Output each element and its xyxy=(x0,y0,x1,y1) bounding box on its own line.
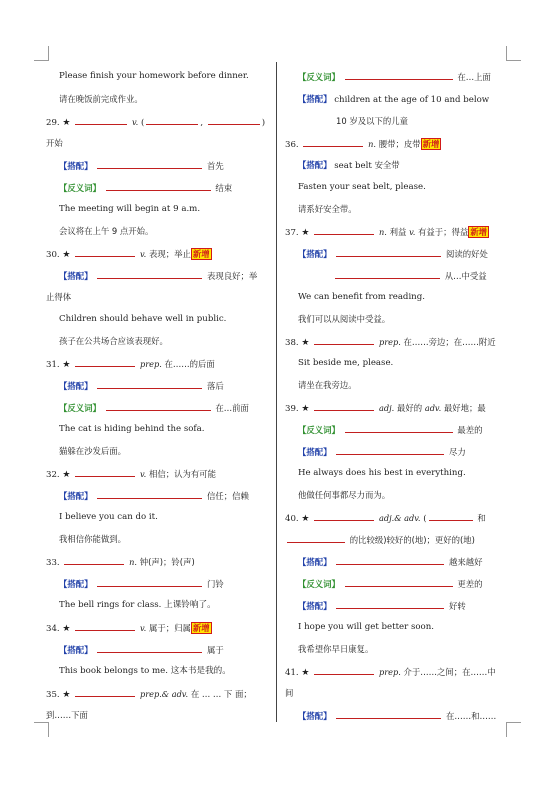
collocation-tag: 【搭配】 xyxy=(59,645,93,655)
meaning: 的比较级)较好的(地)；更好的(地) xyxy=(349,535,475,545)
answer-blank[interactable] xyxy=(97,159,202,169)
antonym-line xyxy=(59,181,232,195)
meaning: 最好的 xyxy=(396,403,423,413)
example-sentence: The meeting will begin at 9 a.m. xyxy=(59,204,201,214)
collocation-tag: 【搭配】 xyxy=(298,601,332,611)
answer-blank[interactable] xyxy=(97,577,202,587)
antonym-tag: 【反义词】 xyxy=(59,183,101,193)
entry-number: 39. xyxy=(285,404,299,414)
paren-open: ( xyxy=(423,514,427,524)
example-translation: 我们可以从阅读中受益。 xyxy=(298,314,391,324)
example-sentence: Fasten your seat belt, please. xyxy=(298,182,426,192)
meaning: 属于；归属 xyxy=(148,623,191,633)
example-translation: 孩子在公共场合应该表现好。 xyxy=(59,336,168,346)
collocation-line xyxy=(59,159,224,173)
conjunction: 和 xyxy=(477,513,486,523)
example-sentence: He always does his best in everything. xyxy=(298,468,466,478)
collocation-line xyxy=(59,269,257,283)
entry-40 xyxy=(285,511,486,525)
entry-41-meaning-wrap: 间 xyxy=(285,688,294,698)
meaning: 钟(声)；铃(声) xyxy=(139,557,195,567)
star-icon: ★ xyxy=(62,360,71,370)
part-of-speech: prep. xyxy=(139,359,162,369)
answer-blank[interactable] xyxy=(314,511,374,521)
collocation-line xyxy=(59,489,249,503)
antonym-meaning: 结束 xyxy=(215,183,233,193)
answer-blank[interactable] xyxy=(75,357,135,367)
new-badge: 新增 xyxy=(470,227,488,237)
collocation-meaning: 阅读的好处 xyxy=(445,249,488,259)
part-of-speech: prep.& adv. xyxy=(139,689,189,699)
collocation-line xyxy=(298,93,489,106)
answer-blank[interactable] xyxy=(336,555,444,565)
collocation-tag: 【搭配】 xyxy=(298,160,332,170)
entry-number: 33. xyxy=(46,558,60,568)
answer-blank[interactable] xyxy=(335,269,440,279)
example-sentence: This book belongs to me. 这本书是我的。 xyxy=(59,666,231,676)
part-of-speech: prep. xyxy=(378,337,401,347)
entry-number: 29. xyxy=(46,118,60,128)
collocation-tag: 【搭配】 xyxy=(298,249,332,259)
answer-blank[interactable] xyxy=(303,137,363,147)
star-icon: ★ xyxy=(301,404,310,414)
star-icon: ★ xyxy=(301,668,310,678)
part-of-speech: prep. xyxy=(378,667,401,677)
answer-blank[interactable] xyxy=(314,665,374,675)
collocation-tag: 【搭配】 xyxy=(59,491,93,501)
collocation-meaning: 10 岁及以下的儿童 xyxy=(336,116,408,126)
entry-39 xyxy=(285,401,486,415)
answer-blank[interactable] xyxy=(75,115,127,125)
crop-mark-bottom-left xyxy=(34,722,49,737)
example-translation: 会议将在上午 9 点开始。 xyxy=(59,226,154,236)
part-of-speech: n. xyxy=(368,139,377,149)
entry-41 xyxy=(285,665,496,679)
example-sentence: Sit beside me, please. xyxy=(298,358,394,368)
meaning: 利益 xyxy=(389,227,407,237)
answer-blank[interactable] xyxy=(336,445,444,455)
antonym-line xyxy=(59,401,249,415)
answer-blank[interactable] xyxy=(345,577,453,587)
entry-number: 40. xyxy=(285,514,299,524)
answer-blank[interactable] xyxy=(429,511,473,521)
answer-blank[interactable] xyxy=(146,115,198,125)
antonym-meaning: 在…上面 xyxy=(457,72,491,82)
collocation-meaning: 尽力 xyxy=(448,447,466,457)
part-of-speech: v. xyxy=(409,227,416,237)
collocation-tag: 【搭配】 xyxy=(298,711,332,721)
crop-mark-top-right xyxy=(506,46,521,61)
star-icon: ★ xyxy=(62,690,71,700)
column-divider xyxy=(276,62,277,722)
answer-blank[interactable] xyxy=(345,423,453,433)
collocation-line xyxy=(298,599,466,613)
example-translation: 他做任何事都尽力而为。 xyxy=(298,490,391,500)
meaning: 最好地；最 xyxy=(443,403,486,413)
answer-blank[interactable] xyxy=(336,247,441,257)
collocation-line xyxy=(59,379,224,393)
example-translation: 我希望你早日康复。 xyxy=(298,644,374,654)
answer-blank[interactable] xyxy=(336,709,441,719)
answer-blank[interactable] xyxy=(64,555,124,565)
antonym-tag: 【反义词】 xyxy=(59,403,101,413)
new-badge: 新增 xyxy=(192,623,210,633)
collocation-line xyxy=(298,445,466,459)
meaning: 腰带；皮带 xyxy=(378,139,421,149)
collocation-tag: 【搭配】 xyxy=(298,557,332,567)
collocation-meaning: 在……和…… xyxy=(445,711,497,721)
part-of-speech: n. xyxy=(129,557,138,567)
crop-mark-bottom-right xyxy=(506,722,521,737)
collocation-line-2 xyxy=(333,269,487,283)
collocation-line xyxy=(59,643,224,657)
entry-33 xyxy=(46,555,195,569)
entry-40-wrap xyxy=(285,533,475,547)
example-sentence: I believe you can do it. xyxy=(59,512,158,522)
entry-number: 38. xyxy=(285,338,299,348)
collocation-text: children at the age of 10 and below xyxy=(334,95,490,105)
example-sentence: The bell rings for class. 上课铃响了。 xyxy=(59,600,216,610)
entry-number: 31. xyxy=(46,360,60,370)
example-translation: 请系好安全带。 xyxy=(298,204,357,214)
example-sentence: We can benefit from reading. xyxy=(298,292,425,302)
answer-blank[interactable] xyxy=(97,643,202,653)
collocation-line xyxy=(298,159,400,172)
answer-blank[interactable] xyxy=(314,225,374,235)
collocation-meaning: 从…中受益 xyxy=(444,271,487,281)
example-translation: 请在晚饭前完成作业。 xyxy=(59,94,143,104)
collocation-meaning: 信任；信赖 xyxy=(206,491,249,501)
meaning: 在 … … 下 面； xyxy=(190,689,252,699)
answer-blank[interactable] xyxy=(97,269,202,279)
answer-blank[interactable] xyxy=(75,687,135,697)
answer-blank[interactable] xyxy=(106,181,211,191)
answer-blank[interactable] xyxy=(75,621,135,631)
meaning: 相信；认为有可能 xyxy=(148,469,216,479)
entry-38 xyxy=(285,335,496,349)
new-badge: 新增 xyxy=(422,139,440,149)
entry-30 xyxy=(46,247,212,261)
collocation-tag: 【搭配】 xyxy=(59,381,93,391)
collocation-meaning: 安全带 xyxy=(374,160,400,170)
antonym-meaning: 在…前面 xyxy=(215,403,249,413)
answer-blank[interactable] xyxy=(97,489,202,499)
answer-blank[interactable] xyxy=(97,379,202,389)
answer-blank[interactable] xyxy=(208,115,260,125)
example-translation: 请坐在我旁边。 xyxy=(298,380,357,390)
answer-blank[interactable] xyxy=(75,467,135,477)
collocation-meaning-wrap: 止得体 xyxy=(46,292,72,302)
paren-open: ( xyxy=(140,118,145,128)
antonym-meaning: 更差的 xyxy=(457,579,483,589)
star-icon: ★ xyxy=(301,338,310,348)
entry-number: 34. xyxy=(46,624,60,634)
antonym-line xyxy=(298,70,491,84)
meaning: 在……旁边；在……附近 xyxy=(403,337,496,347)
entry-29 xyxy=(46,115,265,129)
part-of-speech: adj. xyxy=(378,403,395,413)
entry-number: 35. xyxy=(46,690,60,700)
collocation-line xyxy=(298,247,488,261)
star-icon: ★ xyxy=(62,118,71,128)
answer-blank[interactable] xyxy=(106,401,211,411)
collocation-tag: 【搭配】 xyxy=(59,579,93,589)
part-of-speech: v. xyxy=(139,249,147,259)
meaning: 有益于；得益 xyxy=(418,227,469,237)
entry-number: 37. xyxy=(285,228,299,238)
answer-blank[interactable] xyxy=(314,401,374,411)
part-of-speech: adv. xyxy=(424,403,442,413)
example-sentence: The cat is hiding behind the sofa. xyxy=(59,424,205,434)
part-of-speech: adj.& adv. xyxy=(378,513,421,523)
part-of-speech: v. xyxy=(139,623,147,633)
antonym-tag: 【反义词】 xyxy=(298,72,340,82)
entry-34 xyxy=(46,621,212,635)
collocation-meaning: 门铃 xyxy=(206,579,224,589)
collocation-meaning: 首先 xyxy=(206,161,224,171)
example-sentence: Please finish your homework before dinner. xyxy=(59,71,249,81)
part-of-speech: v. xyxy=(131,117,139,127)
collocation-line xyxy=(298,709,496,723)
answer-blank[interactable] xyxy=(345,70,453,80)
collocation-line xyxy=(298,555,482,569)
collocation-tag: 【搭配】 xyxy=(59,161,93,171)
entry-35-meaning-wrap: 到……下面 xyxy=(46,710,88,720)
new-badge: 新增 xyxy=(192,249,210,259)
collocation-meaning: 表现良好；举 xyxy=(206,271,258,281)
example-sentence: Children should behave well in public. xyxy=(59,314,227,324)
part-of-speech: v. xyxy=(139,469,147,479)
antonym-meaning: 最差的 xyxy=(457,425,483,435)
part-of-speech: n. xyxy=(378,227,387,237)
antonym-tag: 【反义词】 xyxy=(298,425,340,435)
entry-36 xyxy=(285,137,441,151)
collocation-text: seat belt xyxy=(334,161,372,171)
meaning: 表现；举止 xyxy=(148,249,191,259)
antonym-line xyxy=(298,577,482,591)
entry-number: 30. xyxy=(46,250,60,260)
entry-number: 32. xyxy=(46,470,60,480)
meaning: 介于……之间；在……中 xyxy=(403,667,496,677)
example-translation: 我相信你能做到。 xyxy=(59,534,126,544)
collocation-meaning: 属于 xyxy=(206,645,224,655)
entry-number: 41. xyxy=(285,668,299,678)
star-icon: ★ xyxy=(62,470,71,480)
entry-29-meaning: 开始 xyxy=(46,138,63,148)
entry-number: 36. xyxy=(285,140,299,150)
collocation-meaning: 好转 xyxy=(448,601,466,611)
entry-31 xyxy=(46,357,215,371)
star-icon: ★ xyxy=(301,228,310,238)
answer-blank[interactable] xyxy=(75,247,135,257)
collocation-line xyxy=(59,577,224,591)
comma: , xyxy=(200,118,204,128)
answer-blank[interactable] xyxy=(314,335,374,345)
antonym-line xyxy=(298,423,482,437)
star-icon: ★ xyxy=(62,624,71,634)
entry-37 xyxy=(285,225,489,239)
star-icon: ★ xyxy=(301,514,310,524)
antonym-tag: 【反义词】 xyxy=(298,579,340,589)
meaning: 在……的后面 xyxy=(164,359,215,369)
collocation-tag: 【搭配】 xyxy=(59,271,93,281)
collocation-tag: 【搭配】 xyxy=(298,94,332,104)
example-sentence: I hope you will get better soon. xyxy=(298,622,434,632)
example-translation: 猫躲在沙发后面。 xyxy=(59,446,126,456)
answer-blank[interactable] xyxy=(336,599,444,609)
crop-mark-top-left xyxy=(34,46,49,61)
paren-close: ) xyxy=(261,118,266,128)
collocation-meaning: 越来越好 xyxy=(448,557,483,567)
answer-blank[interactable] xyxy=(287,533,345,543)
entry-35 xyxy=(46,687,252,701)
collocation-meaning: 落后 xyxy=(206,381,224,391)
collocation-tag: 【搭配】 xyxy=(298,447,332,457)
entry-32 xyxy=(46,467,216,481)
star-icon: ★ xyxy=(62,250,71,260)
